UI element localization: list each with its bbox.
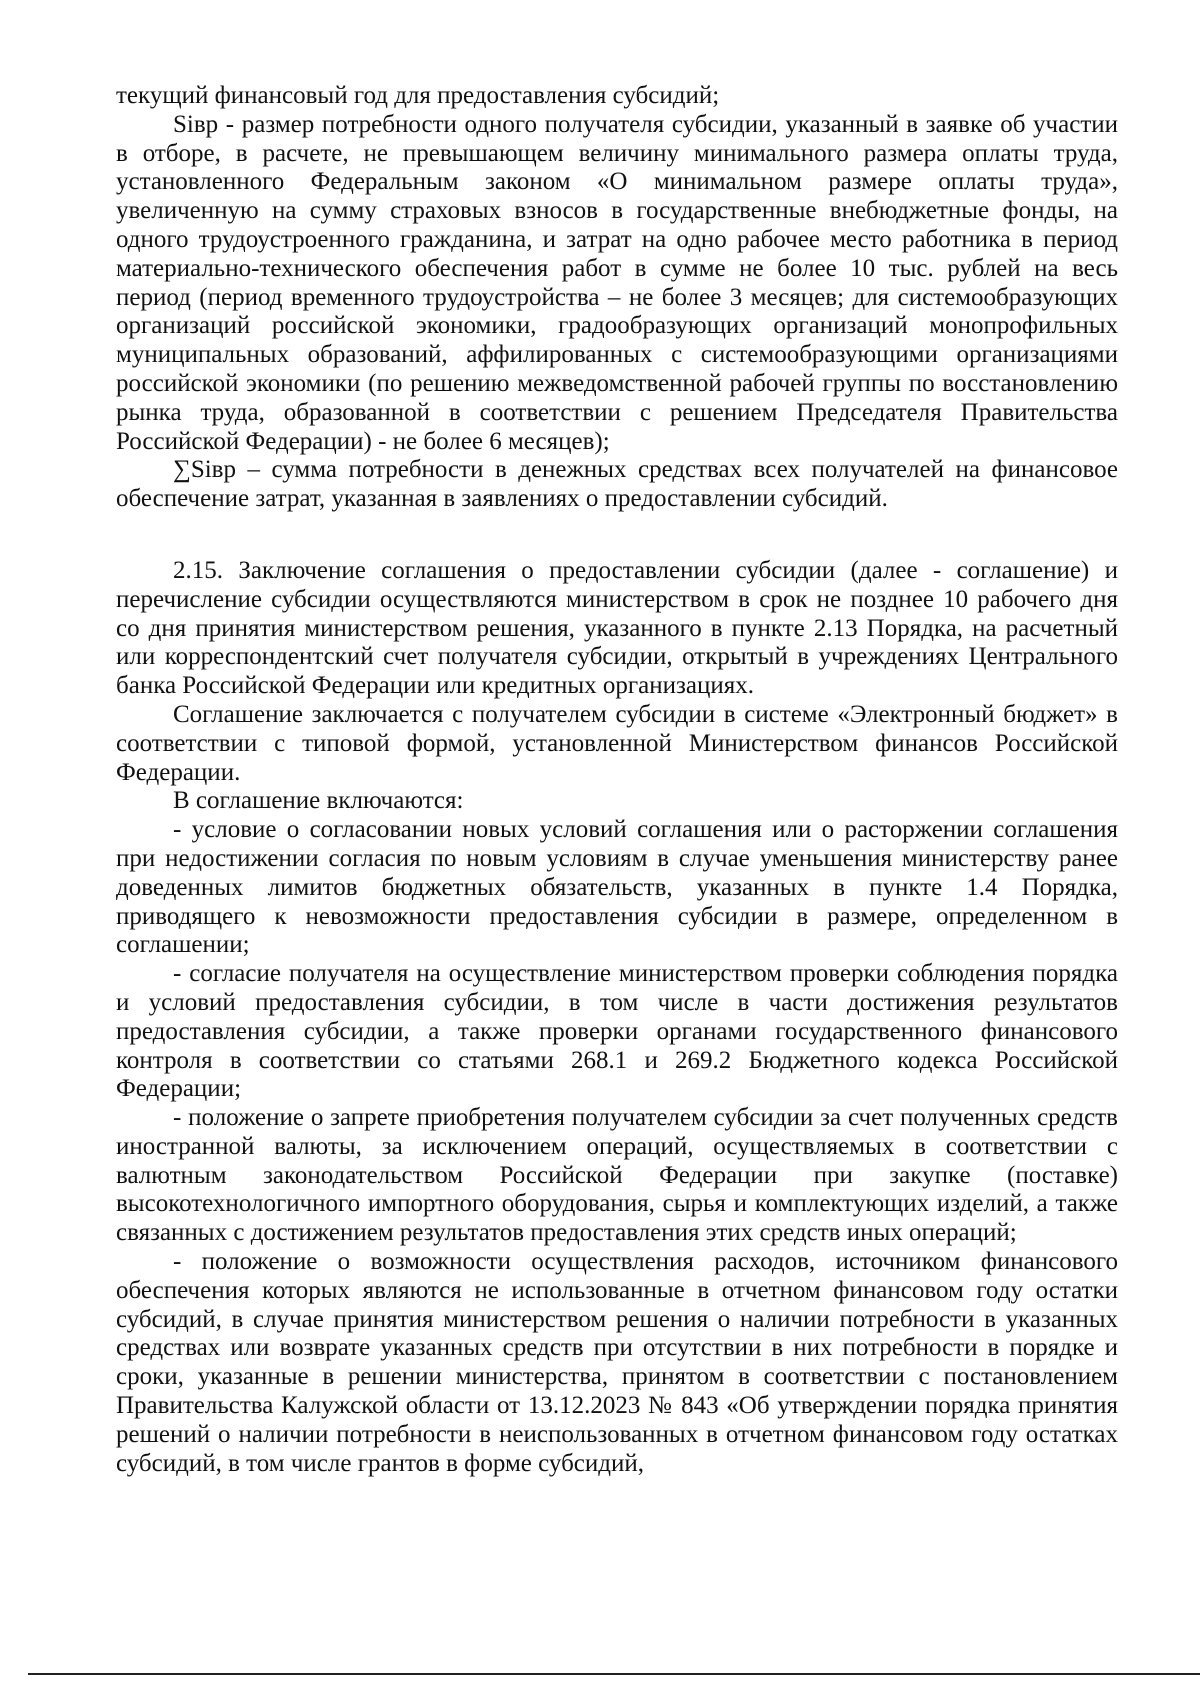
paragraph-sum-sivr-definition: ∑Siвр – сумма потребности в денежных средствах всех получателей на финансовое обеспечение затрат, указанная в заявлениях о предоставлении субсидий.	[116, 456, 1118, 513]
paragraph-agreement-system: Соглашение заключается с получателем субсидии в системе «Электронный бюджет» в соответствии с типовой формой, установленной Министерством финансов Российской Федерации.	[116, 700, 1118, 786]
list-item-recipient-consent: - согласие получателя на осуществление министерством проверки соблюдения порядка и условий предоставления субсидии, в том числе в части достижения результатов предоставления субсидии, а также проверки органами государственного финансового контроля в соответствии со статьями 268.1 и 269.2 Бюджетного кодекса Российской Федерации;	[116, 960, 1118, 1103]
page-bottom-rule	[28, 1673, 1200, 1675]
paragraph-continuation: текущий финансовый год для предоставления субсидий;	[116, 82, 720, 109]
list-item-agreement-conditions: - условие о согласовании новых условий соглашения или о расторжении соглашения при недостижении согласия по новым условиям в случае уменьшения министерству ранее доведенных лимитов бюджетных обязательств, указанных в пункте 1.4 Порядка, приводящего к невозможности предоставления субсидии в размере, определенном в соглашении;	[116, 816, 1118, 959]
paragraph-agreement-includes: В соглашение включаются:	[173, 787, 464, 815]
list-item-unused-balances: - положение о возможности осуществления расходов, источником финансового обеспечения которых являются не использованные в отчетном финансовом году остатки субсидий, в случае принятия министерством решения о наличии потребности в указанных средствах или возврате указанных средств при отсутствии в них потребности в порядке и сроки, указанные в решении министерства, принятом в соответствии с постановлением Правительства Калужской области от 13.12.2023 № 843 «Об утверждении порядка принятия решений о наличии потребности в неиспользованных в отчетном финансовом году остатках субсидий, в том числе грантов в форме субсидий,	[116, 1248, 1118, 1477]
list-item-currency-prohibition: - положение о запрете приобретения получателем субсидии за счет полученных средств иностранной валюты, за исключением операций, осуществляемых в соответствии с валютным законодательством Российской Федерации при закупке (поставке) высокотехнологичного импортного оборудования, сырья и комплектующих изделий, а также связанных с достижением результатов предоставления этих средств иных операций;	[116, 1104, 1118, 1247]
paragraph-gap	[116, 514, 1118, 557]
paragraph-clause-2-15: 2.15. Заключение соглашения о предоставлении субсидии (далее - соглашение) и перечисление субсидии осуществляются министерством в срок не позднее 10 рабочего дня со дня принятия министерством решения, указанного в пункте 2.13 Порядка, на расчетный или корреспондентский счет получателя субсидии, открытый в учреждениях Центрального банка Российской Федерации или кредитных организациях.	[116, 556, 1118, 700]
document-page	[116, 82, 1118, 1478]
paragraph-sivr-definition: Siвр - размер потребности одного получателя субсидии, указанный в заявке об участии в отборе, в расчете, не превышающем величину минимального размера оплаты труда, установленного Федеральным законом «О минимальном размере оплаты труда», увеличенную на сумму страховых взносов в государственные внебюджетные фонды, на одного трудоустроенного гражданина, и затрат на одно рабочее место работника в период материально-технического обеспечения работ в сумме не более 10 тыс. рублей на весь период (период временного трудоустройства – не более 3 месяцев; для системообразующих организаций российской экономики, градообразующих организаций монопрофильных муниципальных образований, аффилированных с системообразующими организациями российской экономики (по решению межведомственной рабочей группы по восстановлению рынка труда, образованной в соответствии с решением Председателя Правительства Российской Федерации) - не более 6 месяцев);	[116, 110, 1118, 455]
